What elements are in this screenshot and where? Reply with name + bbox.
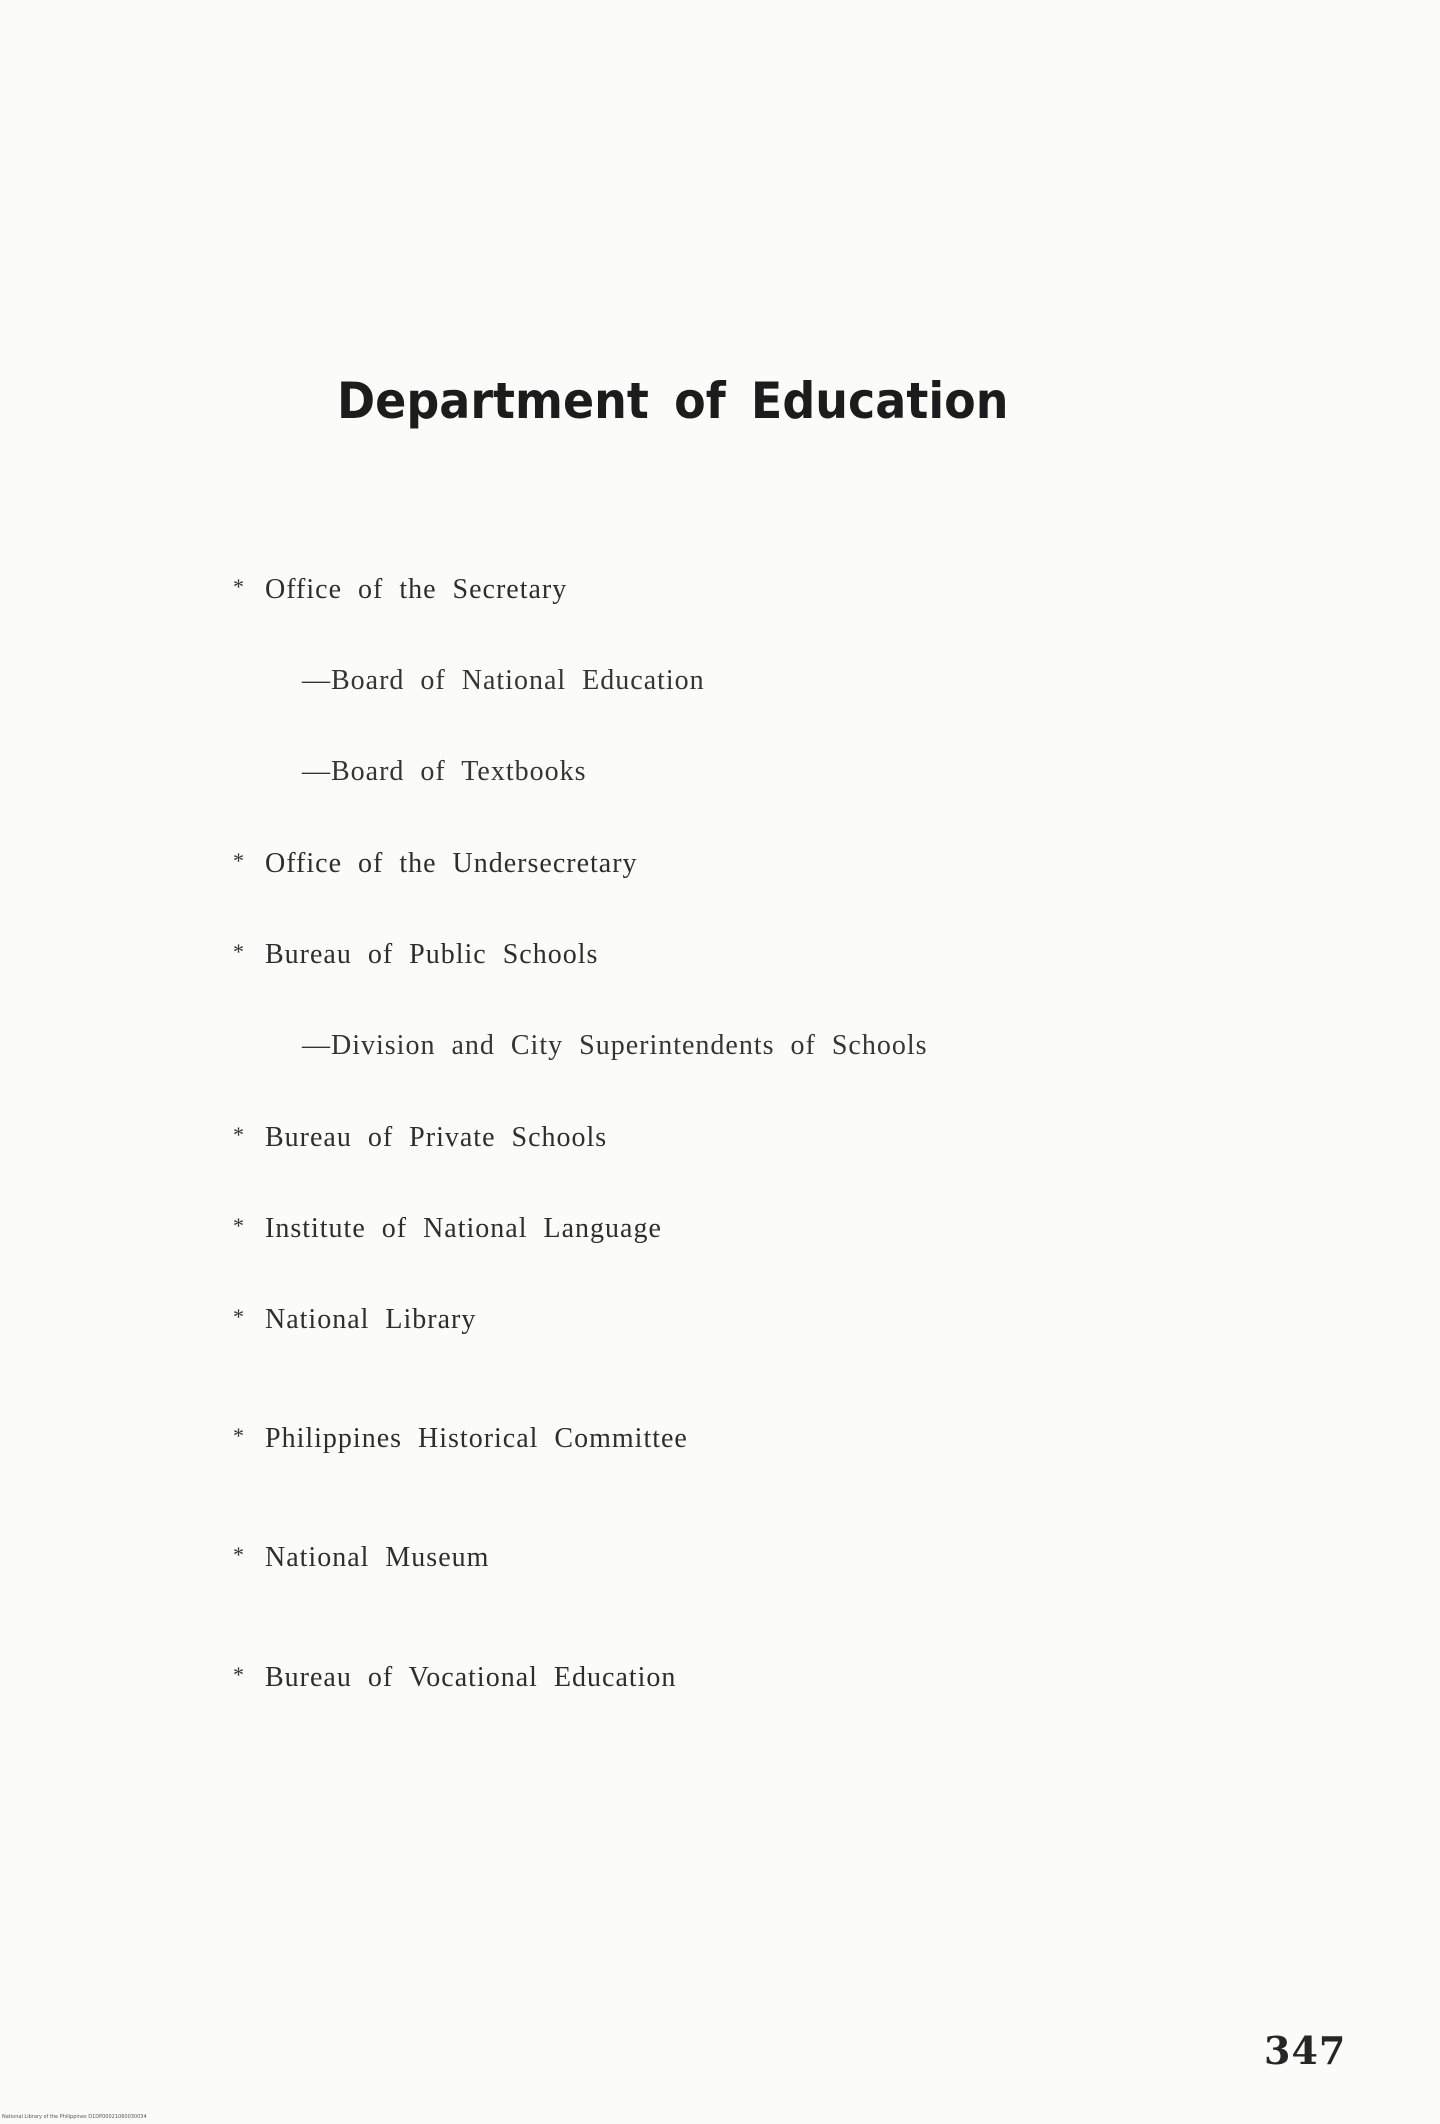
bullet-asterisk-icon: * (233, 1542, 245, 1567)
list-item-national-museum (233, 1542, 489, 1574)
list-item-philippines-historical-committee (233, 1423, 688, 1455)
bullet-asterisk-icon: * (233, 1122, 245, 1147)
bullet-asterisk-icon: * (233, 1213, 245, 1238)
list-item-bureau-public-schools (233, 939, 598, 971)
list-subitem-label: —Board of National Education (302, 665, 705, 696)
list-item-national-library (233, 1304, 476, 1336)
list-item-label: National Museum (265, 1542, 490, 1573)
bullet-asterisk-icon: * (233, 1423, 245, 1448)
bullet-asterisk-icon: * (233, 1662, 245, 1687)
footer-scan-note: National Library of the Philippines D1DP00021060030034 (2, 2114, 147, 2120)
list-item-label: Bureau of Vocational Education (265, 1662, 677, 1693)
bullet-asterisk-icon: * (233, 574, 245, 599)
list-subitem-division-city-superintendents (302, 1030, 928, 1062)
list-item-label: Office of the Secretary (265, 574, 568, 605)
page-number: 347 (1264, 2028, 1347, 2073)
list-subitem-label: —Board of Textbooks (302, 756, 587, 787)
bullet-asterisk-icon: * (233, 848, 245, 873)
list-item-label: Bureau of Public Schools (265, 939, 599, 970)
bullet-asterisk-icon: * (233, 1304, 245, 1329)
list-subitem-board-national-education (302, 665, 705, 697)
list-item-bureau-private-schools (233, 1122, 607, 1154)
list-item-label: Philippines Historical Committee (265, 1423, 688, 1454)
list-item-label: Institute of National Language (265, 1213, 662, 1244)
bullet-asterisk-icon: * (233, 939, 245, 964)
list-item-label: Bureau of Private Schools (265, 1122, 608, 1153)
list-item-bureau-vocational-education (233, 1662, 676, 1694)
list-item-office-undersecretary (233, 848, 638, 880)
list-item-office-secretary (233, 574, 567, 606)
list-subitem-label: —Division and City Superintendents of Schools (302, 1030, 928, 1061)
list-subitem-board-textbooks (302, 756, 587, 788)
list-item-label: National Library (265, 1304, 477, 1335)
list-item-label: Office of the Undersecretary (265, 848, 638, 879)
page-title: Department of Education (337, 372, 1009, 430)
list-item-institute-national-language (233, 1213, 662, 1245)
